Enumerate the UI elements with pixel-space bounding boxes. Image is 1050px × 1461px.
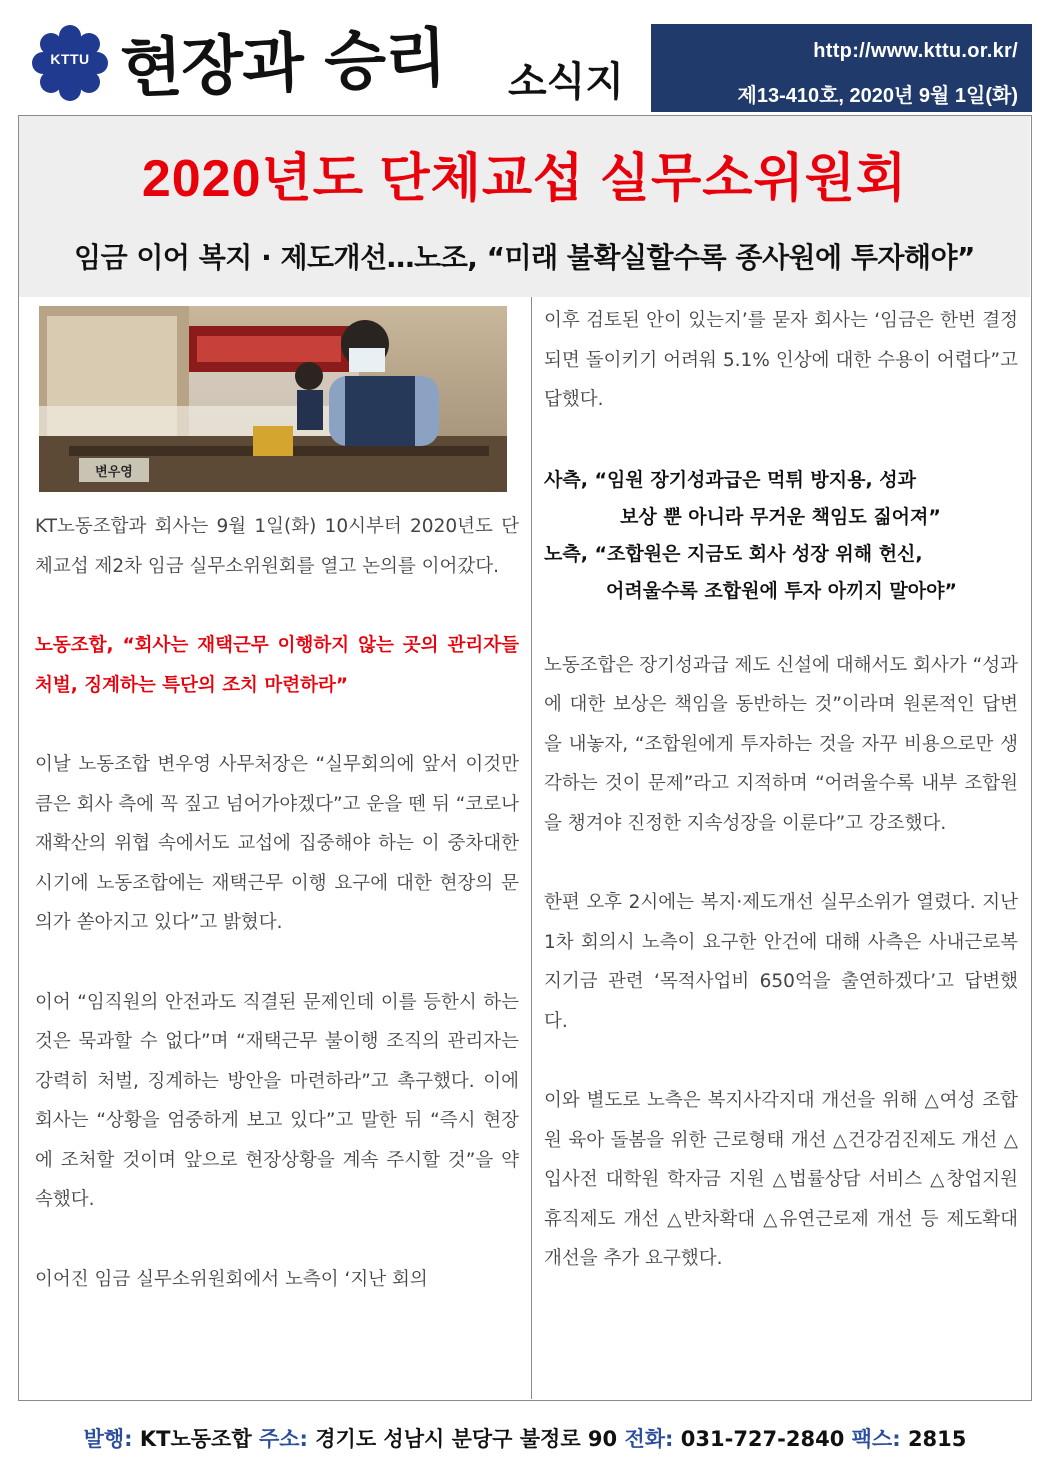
publisher: KT노동조합 [139,1427,252,1451]
right-column [544,301,1018,1279]
fax-label: 팩스: [851,1427,901,1451]
phone-number: 031-727-2840 [680,1427,845,1451]
paragraph-intro: KT노동조합과 회사는 9월 1일(화) 10시부터 2020년도 단체교섭 제2차 임금 실무소위원회를 열고 논의를 이어갔다. [35,516,519,577]
newsletter-name: 현장과 승리 [119,20,448,108]
paragraph-welfare-meeting: 한편 오후 2시에는 복지·제도개선 실무소위가 열렸다. 지난 1차 회의시 노측이 요구한 안건에 대해 사측은 사내근로복지기금 관련 ‘목적사업비 650억을 출연하겠다’고 답변했다. [544,892,1018,1032]
fax-number: 2815 [907,1427,967,1451]
paragraph-welfare-demands: 이와 별도로 노측은 복지사각지대 개선을 위해 △여성 조합원 육아 돌봄을 위한 근로형태 개선 △건강검진제도 개선 △입사전 대학원 학자금 지원 △법률상담 서비스 △창업지원 휴직제도 개선 △반차확대 △유연근로제 개선 등 제도확대 개선을 추가 요구했다. [544,1090,1018,1269]
newsletter-subtitle: 소식지 [508,58,624,105]
issue-info-box [651,24,1032,112]
address-label: 주소: [258,1427,308,1451]
headline: 2020년도 단체교섭 실무소위원회 [141,150,908,208]
section-heading-union-demand: 노동조합, “회사는 재택근무 이행하지 않는 곳의 관리자들 처벌, 징계하는 특단의 조치 마련하라” [35,635,519,696]
heading-union-line1: 노측, “조합원은 지금도 회사 성장 위해 헌신, [544,542,923,565]
subheadline: 임금 이어 복지 · 제도개선…노조, “미래 불확실할수록 종사원에 투자해야” [74,241,975,274]
publisher-label: 발행: [83,1427,133,1451]
meeting-photo [39,306,507,492]
paragraph-wage-answer: 이후 검토된 안이 있는지’를 묻자 회사는 ‘임금은 한번 결정되면 돌이키기 어려워 5.1% 인상에 대한 수용이 어렵다”고 답했다. [544,310,1018,410]
headline-band [19,116,1030,297]
heading-company-line2: 보상 뿐 아니라 무거운 책임도 짊어져” [620,505,941,528]
footer [0,1423,1050,1453]
paragraph-company-response: 이어 “임직원의 안전과도 직결된 문제인데 이를 등한시 하는 것은 묵과할 수 없다”며 “재택근무 불이행 조직의 관리자는 강력히 처벌, 징계하는 방안을 마련하라”고 촉구했다. 이에 회사는 “상황을 엄중하게 보고 있다”고 말한 뒤 “즉시 현장에 조처할 것이며 앞으로 현장상황을 계속 주시할 것”을 약속했다. [35,991,519,1210]
website-url[interactable]: http://www.kttu.or.kr/ [813,40,1018,62]
logo-text: KTTU [50,51,90,67]
section-heading-positions [544,462,1018,610]
issue-number-date: 제13-410호, 2020년 9월 1일(화) [737,85,1018,107]
paragraph-union-statement: 이날 노동조합 변우영 사무처장은 “실무회의에 앞서 이것만큼은 회사 측에 꼭 짚고 넘어가야겠다”고 운을 뗀 뒤 “코로나 재확산의 위협 속에서도 교섭에 집중해야 하는 이 중차대한 시기에 노동조합에는 재택근무 이행 요구에 대한 현장의 문의가 쏟아지고 있다”고 밝혔다. [35,754,519,933]
left-column [35,507,519,1299]
nameplate-text: 변우영 [95,465,133,480]
kttu-logo [26,24,114,102]
paragraph-long-term-bonus: 노동조합은 장기성과급 제도 신설에 대해서도 회사가 “성과에 대한 보상은 책임을 동반하는 것”이라며 원론적인 답변을 내놓자, “조합원에게 투자하는 것을 자꾸 비용으로만 생각하는 것이 문제”라고 지적하며 “어려울수록 내부 조합원을 챙겨야 진정한 지속성장을 이룬다”고 강조했다. [544,654,1018,834]
column-divider [531,297,532,1399]
masthead [18,8,1032,112]
phone-label: 전화: [624,1427,674,1451]
heading-company-line1: 사측, “임원 장기성과급은 먹튀 방지용, 성과 [544,468,917,491]
paragraph-wage-meeting: 이어진 임금 실무소위원회에서 노측이 ‘지난 회의 [35,1268,428,1290]
article-frame [18,115,1032,1401]
heading-union-line2: 어려울수록 조합원에 투자 아끼지 말아야” [606,579,957,602]
address: 경기도 성남시 분당구 불정로 90 [315,1427,618,1451]
